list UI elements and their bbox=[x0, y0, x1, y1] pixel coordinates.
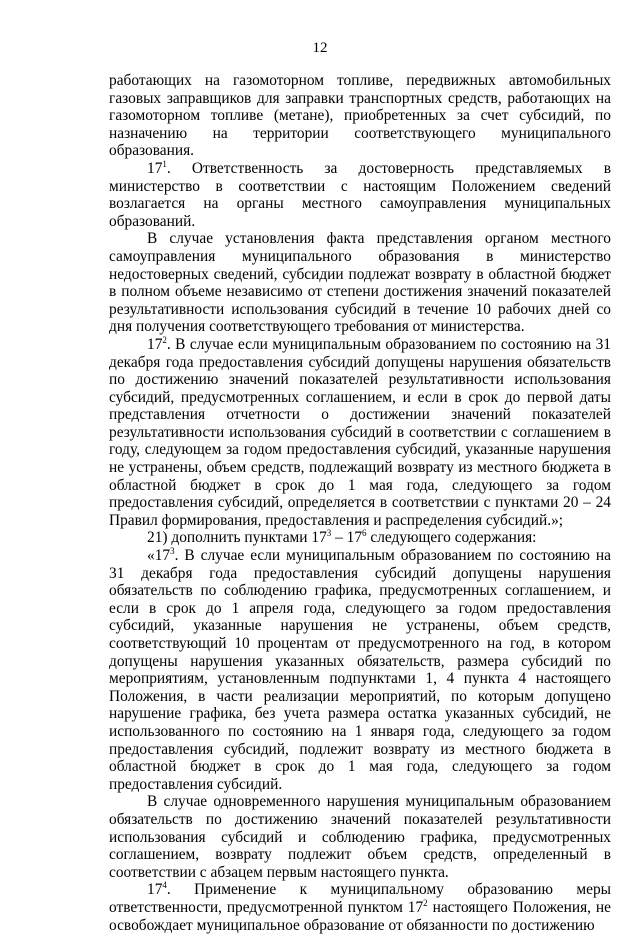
superscript: 6 bbox=[362, 528, 367, 539]
text-run: 17 bbox=[147, 159, 163, 177]
text-run: . Ответственность за достоверность представляемых в министерство в соответствии с настоящим Положением сведений возлагается на органы местного самоуправления муниципальных образований. bbox=[109, 159, 611, 230]
text-run: работающих на газомоторном топливе, передвижных автомобильных газовых заправщиков для заправки транспортных средств, работающих на газомоторном топливе (метане), приобретенных за счет субсидий, по назначению на территории соответствующего муниципального образования. bbox=[109, 72, 611, 160]
superscript: 1 bbox=[162, 158, 167, 169]
text-run: следующего содержания: bbox=[366, 529, 537, 547]
text-run: 17 bbox=[147, 335, 163, 353]
text-run: «17 bbox=[147, 547, 171, 565]
superscript: 2 bbox=[423, 897, 428, 908]
paragraph bbox=[109, 529, 611, 547]
paragraph bbox=[109, 336, 611, 530]
superscript: 2 bbox=[162, 334, 167, 345]
text-run: . Применение к муниципальному образованию меры ответственности, предусмотренной пунктом 17 bbox=[109, 881, 611, 916]
superscript: 3 bbox=[326, 528, 332, 539]
paragraph bbox=[109, 547, 611, 793]
text-run: настоящего Положения, не освобождает муниципальное образование от обязанности по достижению bbox=[109, 898, 611, 934]
document-body bbox=[109, 72, 611, 934]
paragraph bbox=[109, 793, 611, 881]
paragraph bbox=[109, 160, 611, 230]
page-number: 12 bbox=[312, 40, 328, 56]
text-run: . В случае если муниципальным образованием по состоянию на 31 декабря года предоставления субсидий допущены нарушения обязательств по достижению значений показателей результативности использования субсидий, предусмотренных соглашением, и если в срок до первой даты представления отчетности о достижении значений показателей результативности использования субсидий в соответствии с соглашением в году, следующем за годом предоставления субсидий, указанные нарушения не устранены, объем средств, подлежащий возврату из местного бюджета в областной бюджет в срок до 1 мая года, следующего за годом предоставления субсидий, определяется в соответствии с пунктами 20 – 24 Правил формирования, предоставления и распределения субсидий.»; bbox=[109, 335, 611, 529]
paragraph bbox=[109, 881, 611, 934]
text-run: 21) дополнить пунктами 17 bbox=[147, 529, 327, 547]
superscript: 4 bbox=[162, 880, 167, 891]
paragraph bbox=[109, 230, 611, 336]
paragraph bbox=[109, 72, 611, 160]
text-run: В случае установления факта представления органом местного самоуправления муниципального образования в министерство недостоверных сведений, субсидии подлежат возврату в областной бюджет в полном объеме независимо от степени достижения значений показателей результативности использования субсидий в течение 10 рабочих дней со дня получения соответствующего требования от министерства. bbox=[109, 230, 611, 336]
text-run: – 17 bbox=[331, 529, 363, 547]
text-run: . В случае если муниципальным образованием по состоянию на 31 декабря года предоставления субсидий допущены нарушения обязательств по соблюдению графика, предусмотренных соглашением, и если в срок до 1 апреля года, следующего за годом предоставления субсидий, указанные нарушения не устранены, объем средств, соответствующий 10 процентам от предусмотренного на год, в котором допущены нарушения указанных обязательств, размера субсидий по мероприятиям, установленным подпунктами 1, 4 пункта 4 настоящего Положения, в части реализации мероприятий, по которым допущено нарушение графика, без учета размера остатка указанных субсидий, не использованного по состоянию на 1 января года, следующего за годом предоставления субсидий, подлежит возврату из местного бюджета в областной бюджет в срок до 1 мая года, следующего за годом предоставления субсидий. bbox=[109, 547, 611, 793]
text-run: 17 bbox=[147, 881, 163, 899]
text-run: В случае одновременного нарушения муниципальным образованием обязательств по достижению значений показателей результативности использования субсидий и соблюдению графика, предусмотренных соглашением, возврату подлежит объем средств, определенный в соответствии с абзацем первым настоящего пункта. bbox=[109, 793, 611, 881]
superscript: 3 bbox=[170, 546, 175, 557]
